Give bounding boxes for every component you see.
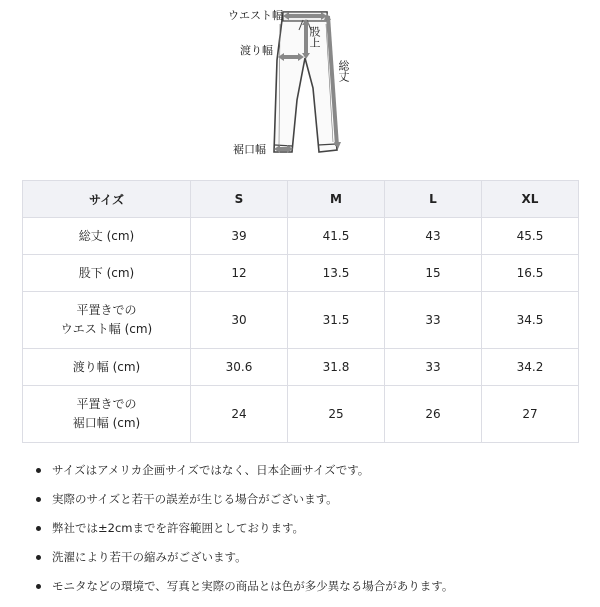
row-label-length [23, 218, 191, 255]
table-cell: 12 [191, 255, 288, 292]
size-header-xl: XL [482, 181, 579, 218]
row-label-text: 渡り幅 (cm) [72, 359, 141, 374]
table-cell: 43 [385, 218, 482, 255]
size-header-l: L [385, 181, 482, 218]
waist-label: ウエスト幅 [228, 9, 283, 22]
note-text: モニタなどの環境で、写真と実際の商品とは色が多少異なる場合があります。 [52, 579, 454, 593]
size-header-s: S [191, 181, 288, 218]
thigh-label: 渡り幅 [240, 44, 273, 57]
table-cell: 16.5 [482, 255, 579, 292]
row-label-hem [23, 386, 191, 443]
note-text: 実際のサイズと若干の誤差が生じる場合がございます。 [52, 492, 338, 506]
table-cell: 26 [385, 386, 482, 443]
table-cell: 41.5 [288, 218, 385, 255]
row-label-text: ウエスト幅 (cm) [60, 322, 153, 336]
table-row [23, 386, 579, 443]
table-cell: 31.5 [288, 292, 385, 349]
note-text: 弊社では±2cmまでを許容範囲としております。 [52, 521, 305, 535]
bullet-icon [36, 497, 41, 502]
hem-label: 裾口幅 [233, 143, 266, 156]
list-item [36, 578, 586, 607]
table-row [23, 255, 579, 292]
table-cell: 30 [191, 292, 288, 349]
row-label-waist [23, 292, 191, 349]
note-text: サイズはアメリカ企画サイズではなく、日本企画サイズです。 [52, 463, 370, 477]
table-cell: 45.5 [482, 218, 579, 255]
table-cell: 33 [385, 349, 482, 386]
row-label-text: 平置きでの [76, 397, 137, 411]
size-header-label: サイズ [23, 181, 191, 218]
table-cell: 39 [191, 218, 288, 255]
bullet-icon [36, 468, 41, 473]
length-label: 総丈 [337, 60, 350, 82]
list-item [36, 462, 586, 491]
table-header-row [23, 181, 579, 218]
row-label-text: 平置きでの [76, 303, 137, 317]
list-item [36, 549, 586, 578]
table-cell: 13.5 [288, 255, 385, 292]
table-cell: 34.2 [482, 349, 579, 386]
row-label-thigh [23, 349, 191, 386]
table-cell: 15 [385, 255, 482, 292]
table-cell: 24 [191, 386, 288, 443]
size-header-m: M [288, 181, 385, 218]
list-item [36, 491, 586, 520]
measurement-diagram [0, 0, 600, 170]
table-row [23, 218, 579, 255]
pants-illustration [0, 0, 600, 170]
bullet-icon [36, 526, 41, 531]
table-cell: 25 [288, 386, 385, 443]
size-table [22, 180, 579, 443]
row-label-text: 股下 (cm) [78, 265, 135, 280]
row-label-text: 裾口幅 (cm) [72, 416, 141, 430]
bullet-icon [36, 584, 41, 589]
note-text: 洗濯により若干の縮みがございます。 [52, 550, 247, 564]
table-cell: 33 [385, 292, 482, 349]
list-item [36, 520, 586, 549]
table-cell: 31.8 [288, 349, 385, 386]
table-row [23, 349, 579, 386]
table-cell: 30.6 [191, 349, 288, 386]
table-row [23, 292, 579, 349]
table-cell: 27 [482, 386, 579, 443]
row-label-inseam [23, 255, 191, 292]
bullet-icon [36, 555, 41, 560]
table-cell: 34.5 [482, 292, 579, 349]
notes-list [36, 462, 586, 607]
row-label-text: 総丈 (cm) [78, 228, 135, 243]
rise-label: 股上 [308, 26, 321, 48]
